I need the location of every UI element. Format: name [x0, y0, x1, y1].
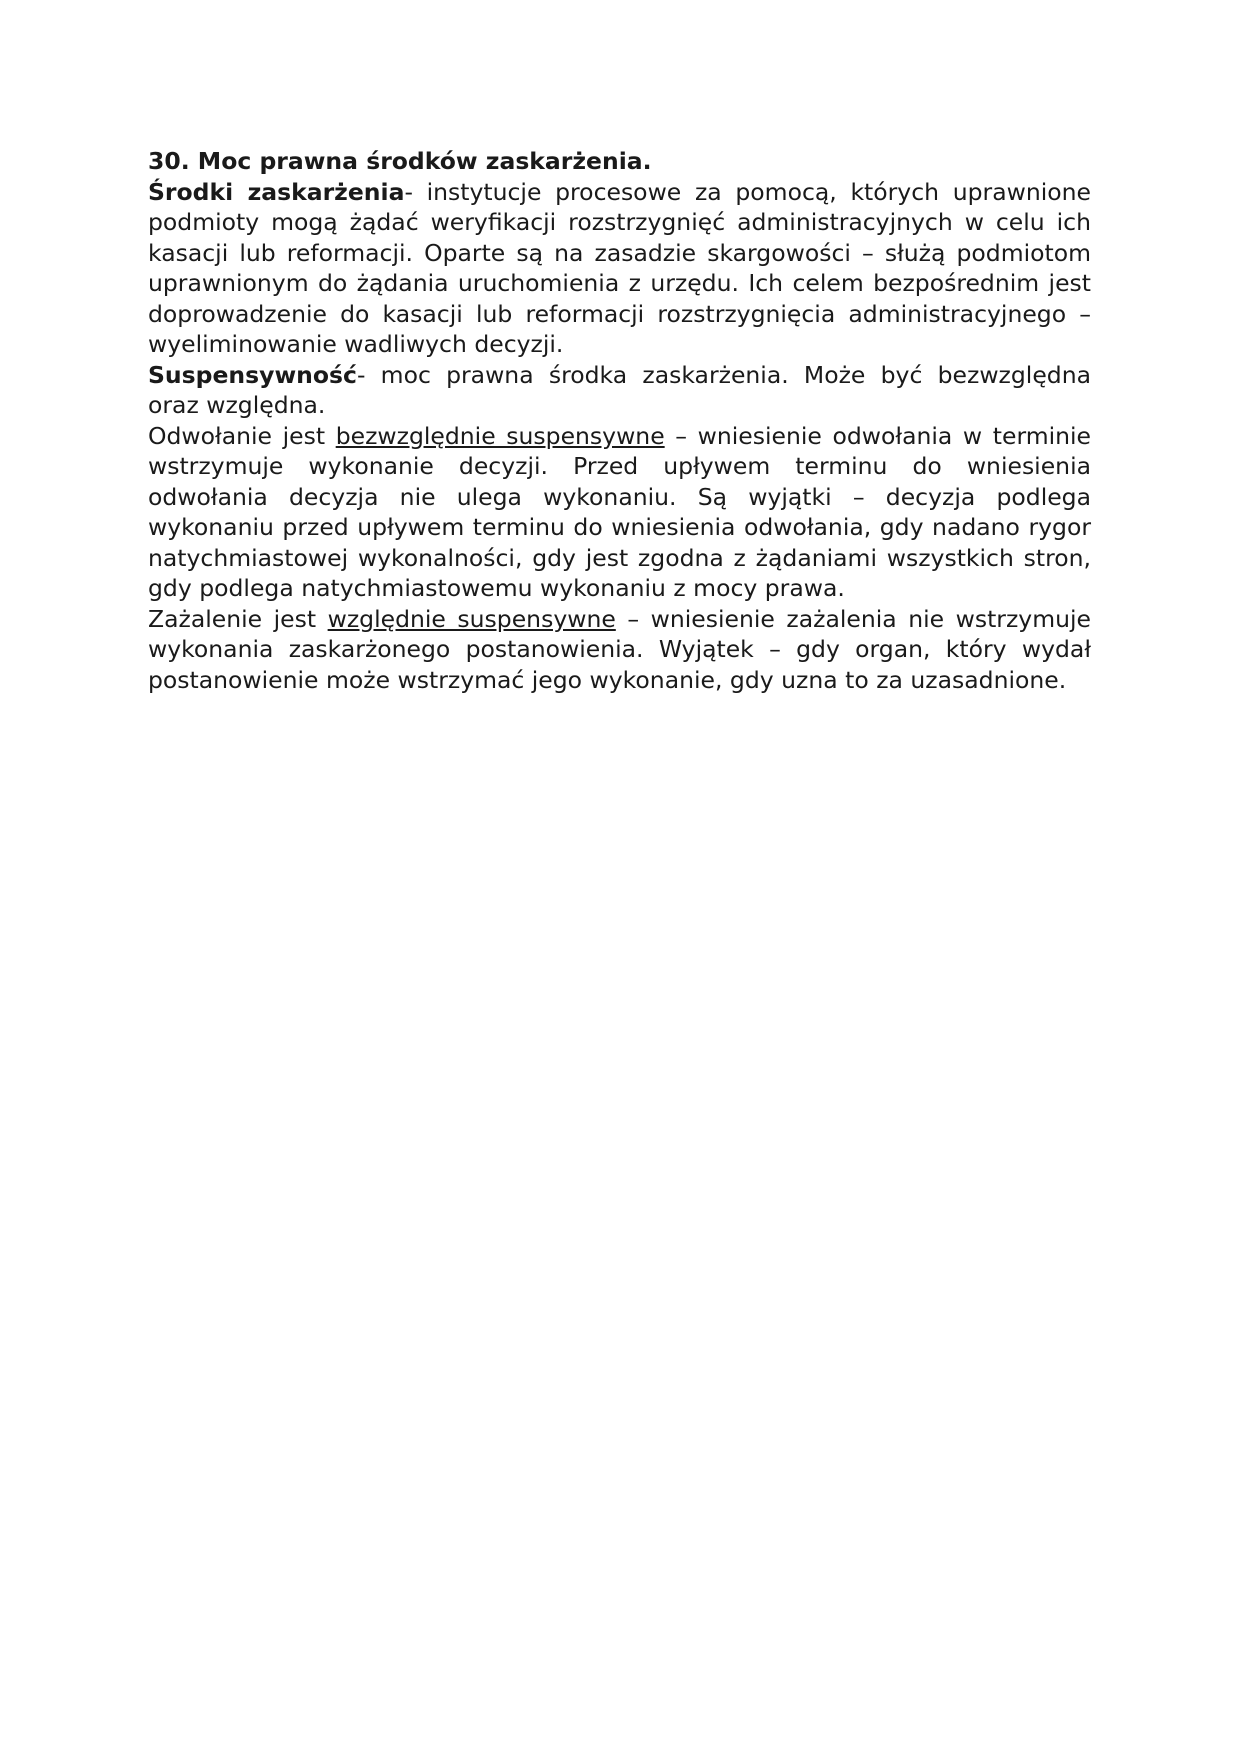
underlined-term: względnie suspensywne — [327, 604, 616, 633]
underlined-term: bezwzględnie suspensywne — [335, 421, 665, 450]
paragraph-text-after: – wniesienie odwołania w terminie wstrzymuje wykonanie decyzji. Przed upływem terminu do wniesienia odwołania decyzja nie ulega wykonaniu. Są wyjątki – decyzja podlega wykonaniu przed upływem terminu do wniesienia odwołania, gdy nadano rygor natychmiastowej wykonalności, gdy jest zgodna z żądaniami wszystkich stron, gdy podlega natychmiastowemu wykonaniu z mocy prawa. — [148, 421, 1091, 602]
document-title: 30. Moc prawna środków zaskarżenia. — [148, 147, 652, 175]
term-srodki-zaskarzenia: Środki zaskarżenia — [148, 177, 405, 206]
paragraph-zazalenie — [148, 604, 1091, 696]
paragraph-suspensywnosc — [148, 360, 1091, 421]
document-content — [148, 146, 1091, 695]
paragraph-odwolanie — [148, 421, 1091, 604]
paragraph-text: - moc prawna środka zaskarżenia. Może być bezwzględna oraz względna. — [148, 360, 1091, 419]
paragraph-text-after: – wniesienie zażalenia nie wstrzymuje wykonania zaskarżonego postanowienia. Wyjątek – gdy organ, który wydał postanowienie może wstrzymać jego wykonanie, gdy uzna to za uzasadnione. — [148, 604, 1091, 694]
paragraph-srodki-zaskarzenia — [148, 177, 1091, 360]
paragraph-text-before: Odwołanie jest — [148, 421, 336, 450]
term-suspensywnosc: Suspensywność — [148, 360, 357, 389]
paragraph-text-before: Zażalenie jest — [148, 604, 328, 633]
paragraph-text: - instytucje procesowe za pomocą, których uprawnione podmioty mogą żądać weryfikacji rozstrzygnięć administracyjnych w celu ich kasacji lub reformacji. Oparte są na zasadzie skargowości – służą podmiotom uprawnionym do żądania uruchomienia z urzędu. Ich celem bezpośrednim jest doprowadzenie do kasacji lub reformacji rozstrzygnięcia administracyjnego – wyeliminowanie wadliwych decyzji. — [148, 177, 1091, 358]
